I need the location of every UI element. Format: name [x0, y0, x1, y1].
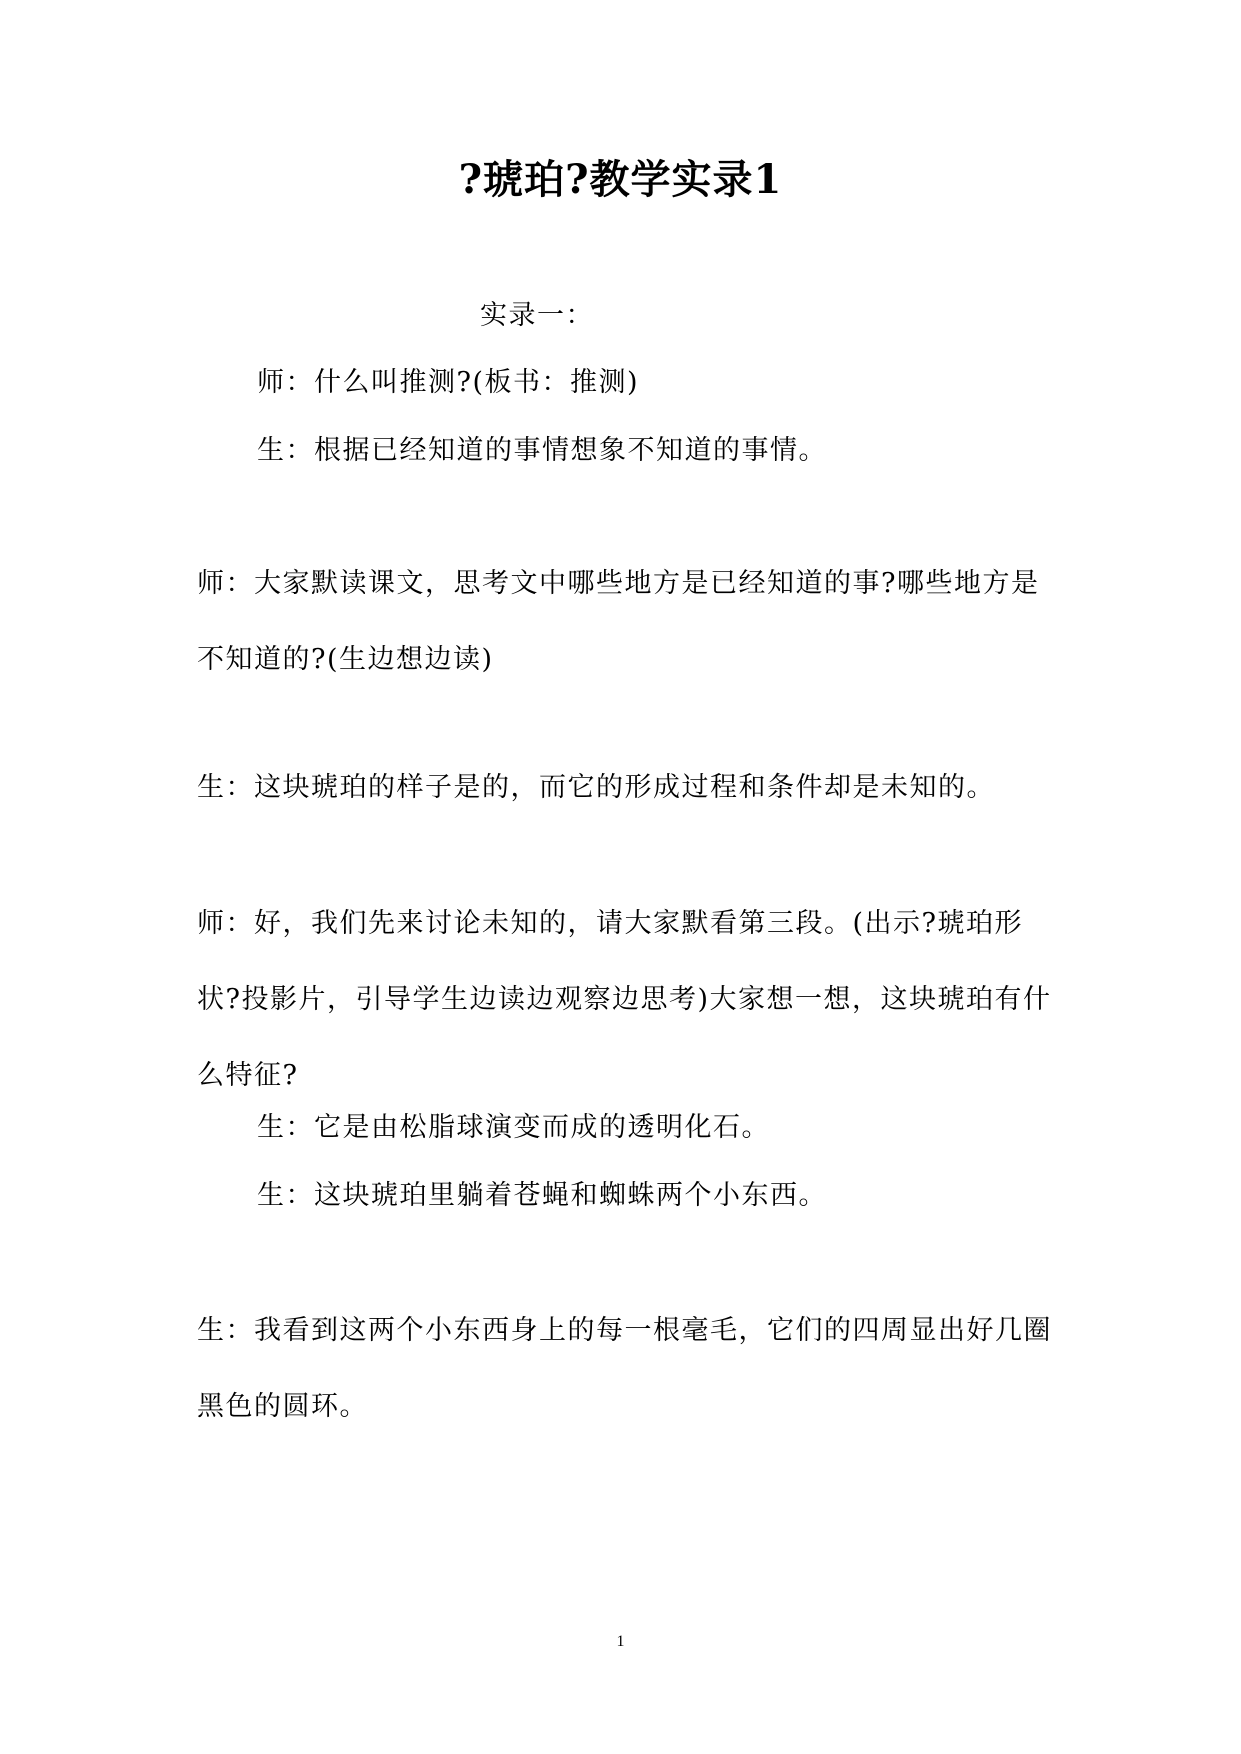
section-label: 实录一： [480, 300, 594, 331]
paragraph-7: 生：这块琥珀里躺着苍蝇和蜘蛛两个小东西。 [257, 1180, 827, 1211]
paragraph-4: 生：这块琥珀的样子是的，而它的形成过程和条件却是未知的。 [197, 772, 995, 803]
paragraph-2: 生：根据已经知道的事情想象不知道的事情。 [257, 435, 827, 466]
document-title: ?琥珀?教学实录1 [458, 156, 783, 203]
page-number: 1 [616, 1633, 625, 1650]
paragraph-6: 生：它是由松脂球演变而成的透明化石。 [257, 1112, 770, 1143]
paragraph-5: 师：好，我们先来讨论未知的，请大家默看第三段。(出示?琥珀形状?投影片，引导学生边读边观察边思考)大家想一想，这块琥珀有什么特征? [197, 908, 1052, 1091]
paragraph-3: 师：大家默读课文，思考文中哪些地方是已经知道的事?哪些地方是不知道的?(生边想边读) [197, 568, 1040, 675]
paragraph-1: 师：什么叫推测?(板书：推测) [257, 367, 640, 398]
paragraph-8: 生：我看到这两个小东西身上的每一根毫毛，它们的四周显出好几圈黑色的圆环。 [197, 1315, 1052, 1422]
